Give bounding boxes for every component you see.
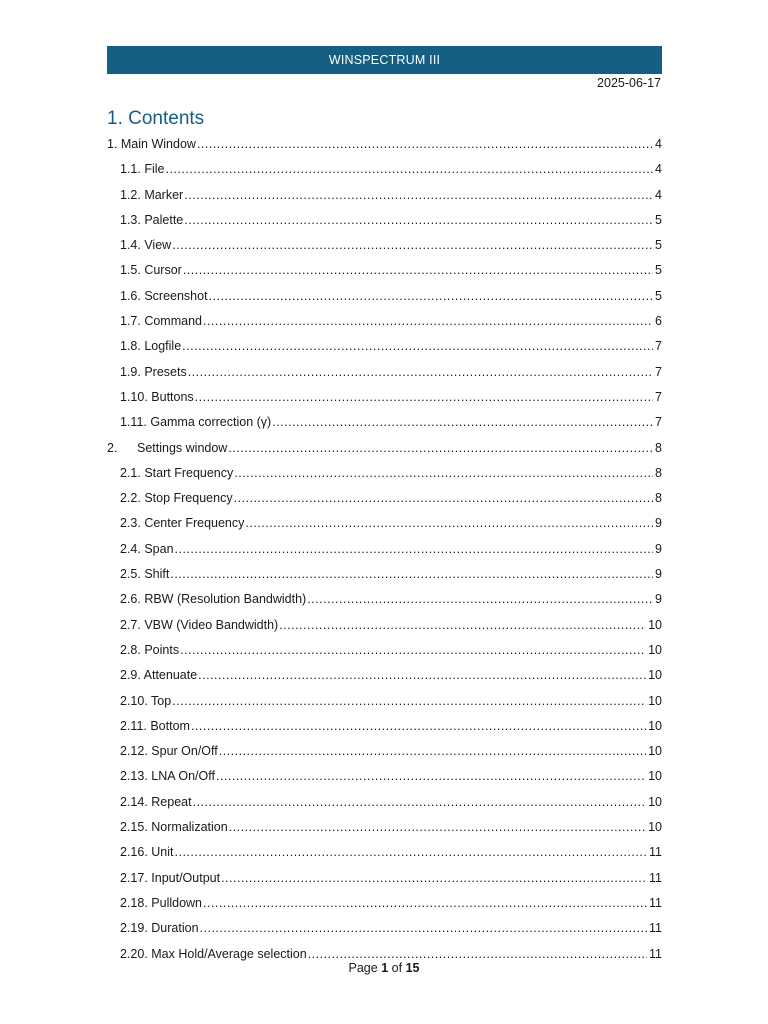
toc-entry-title: 1.5. Cursor — [120, 263, 182, 278]
toc-entry-title: 2.20. Max Hold/Average selection — [120, 946, 307, 961]
toc-entry-page: 9 — [655, 567, 662, 582]
toc-entry[interactable] — [107, 490, 662, 515]
page-of-label: of — [391, 961, 403, 975]
toc-entry[interactable] — [107, 591, 662, 616]
toc-entry-title: 1.1. File — [120, 162, 165, 177]
toc-dot-leader — [279, 617, 646, 633]
toc-entry-title: 2.18. Pulldown — [120, 895, 203, 910]
toc-entry-page: 8 — [655, 440, 662, 455]
document-date: 2025-06-17 — [597, 76, 661, 90]
toc-dot-leader — [221, 870, 647, 886]
toc-entry-page: 10 — [648, 718, 662, 733]
toc-dot-leader — [172, 237, 653, 253]
toc-entry[interactable] — [107, 642, 662, 667]
document-title: WINSPECTRUM III — [328, 53, 441, 67]
toc-entry[interactable] — [107, 161, 662, 186]
toc-entry-title: 1.8. Logfile — [120, 339, 182, 354]
toc-entry[interactable] — [107, 743, 662, 768]
toc-dot-leader — [191, 718, 646, 734]
toc-entry-page: 5 — [655, 263, 662, 278]
toc-entry-title: 2.11. Bottom — [120, 718, 190, 733]
page-footer — [0, 961, 768, 975]
toc-entry[interactable] — [107, 136, 662, 161]
toc-entry-page: 10 — [648, 617, 662, 632]
toc-entry[interactable] — [107, 237, 662, 262]
toc-entry-title: 2.4. Span — [120, 541, 174, 556]
toc-entry-title: 2.17. Input/Output — [120, 870, 221, 885]
toc-entry-page: 10 — [648, 820, 662, 835]
toc-entry-page: 10 — [648, 744, 662, 759]
toc-dot-leader — [188, 364, 653, 380]
toc-entry-page: 11 — [649, 870, 662, 885]
toc-entry[interactable] — [107, 920, 662, 945]
toc-dot-leader — [198, 667, 646, 683]
toc-entry-title: 2.13. LNA On/Off — [120, 769, 215, 784]
toc-entry-page: 9 — [655, 592, 662, 607]
toc-entry[interactable] — [107, 187, 662, 212]
toc-dot-leader — [216, 768, 646, 784]
toc-entry[interactable] — [107, 844, 662, 869]
toc-entry-title: 1. Main Window — [107, 137, 196, 151]
toc-dot-leader — [197, 136, 653, 152]
toc-entry-page: 7 — [655, 389, 662, 404]
toc-entry-page: 7 — [655, 415, 662, 430]
toc-entry-title — [107, 440, 227, 456]
toc-entry-title: 2.19. Duration — [120, 921, 199, 936]
toc-dot-leader — [234, 490, 653, 506]
toc-dot-leader — [307, 591, 653, 607]
toc-dot-leader — [219, 743, 646, 759]
toc-entry-number: 2. — [107, 440, 118, 455]
toc-entry-page: 9 — [655, 541, 662, 556]
total-page-count: 15 — [405, 961, 420, 975]
toc-entry-page: 10 — [648, 668, 662, 683]
toc-entry-title: 2.16. Unit — [120, 845, 174, 860]
toc-entry[interactable] — [107, 541, 662, 566]
toc-entry-page: 10 — [648, 642, 662, 657]
toc-entry-page: 11 — [649, 845, 662, 860]
toc-entry-title: 1.4. View — [120, 238, 172, 253]
page-label: Page — [348, 961, 378, 975]
toc-entry-title: 2.2. Stop Frequency — [120, 491, 233, 506]
toc-entry-title: 2.9. Attenuate — [120, 668, 198, 683]
toc-entry[interactable] — [107, 895, 662, 920]
toc-dot-leader — [272, 414, 653, 430]
toc-dot-leader — [209, 288, 653, 304]
toc-entry-title: 2.8. Points — [120, 642, 180, 657]
toc-entry-page: 11 — [649, 946, 662, 961]
toc-entry-page: 11 — [649, 895, 662, 910]
toc-entry-title: 1.3. Palette — [120, 212, 184, 227]
toc-dot-leader — [170, 566, 653, 582]
toc-entry-page: 10 — [648, 794, 662, 809]
toc-entry[interactable] — [107, 338, 662, 363]
toc-entry[interactable] — [107, 364, 662, 389]
toc-entry-page: 4 — [655, 162, 662, 177]
toc-dot-leader — [175, 541, 654, 557]
toc-dot-leader — [228, 440, 653, 456]
toc-entry-page: 5 — [655, 238, 662, 253]
toc-dot-leader — [180, 642, 646, 658]
toc-dot-leader — [245, 515, 653, 531]
toc-dot-leader — [165, 161, 653, 177]
toc-dot-leader — [172, 693, 646, 709]
toc-entry-title: 2.14. Repeat — [120, 794, 192, 809]
toc-dot-leader — [200, 920, 647, 936]
toc-entry[interactable] — [107, 617, 662, 642]
toc-entry[interactable] — [107, 794, 662, 819]
toc-entry-title: 1.9. Presets — [120, 364, 187, 379]
toc-entry[interactable] — [107, 693, 662, 718]
toc-entry-page: 6 — [655, 314, 662, 329]
toc-dot-leader — [184, 212, 653, 228]
toc-entry[interactable] — [107, 262, 662, 287]
toc-entry-title: 2.7. VBW (Video Bandwidth) — [120, 617, 279, 632]
toc-list — [107, 136, 662, 971]
toc-entry-page: 9 — [655, 516, 662, 531]
toc-dot-leader — [183, 262, 653, 278]
toc-entry[interactable] — [107, 212, 662, 237]
toc-entry-page: 5 — [655, 288, 662, 303]
toc-entry[interactable] — [107, 870, 662, 895]
toc-dot-leader — [175, 844, 648, 860]
toc-entry[interactable] — [107, 768, 662, 793]
toc-entry[interactable] — [107, 566, 662, 591]
toc-entry[interactable] — [107, 389, 662, 414]
toc-entry-title: 2.10. Top — [120, 693, 172, 708]
current-page-number: 1 — [381, 961, 389, 975]
toc-entry-page: 10 — [648, 769, 662, 784]
toc-dot-leader — [229, 819, 646, 835]
toc-entry-title: 2.3. Center Frequency — [120, 516, 245, 531]
toc-entry[interactable] — [107, 465, 662, 490]
document-header-bar — [107, 46, 662, 74]
toc-entry-page: 5 — [655, 212, 662, 227]
toc-entry-page: 11 — [649, 921, 662, 936]
toc-entry-title: 2.6. RBW (Resolution Bandwidth) — [120, 592, 307, 607]
toc-dot-leader — [184, 187, 653, 203]
toc-entry[interactable] — [107, 313, 662, 338]
toc-entry[interactable] — [107, 819, 662, 844]
toc-entry-text: Settings window — [137, 440, 228, 455]
toc-entry-page: 10 — [648, 693, 662, 708]
toc-entry-page: 7 — [655, 364, 662, 379]
toc-entry-title: 2.1. Start Frequency — [120, 465, 234, 480]
toc-entry-title: 2.5. Shift — [120, 567, 170, 582]
toc-dot-leader — [195, 389, 653, 405]
toc-entry-title: 2.15. Normalization — [120, 820, 228, 835]
toc-dot-leader — [193, 794, 647, 810]
toc-dot-leader — [182, 338, 653, 354]
toc-entry-page: 4 — [655, 137, 662, 151]
toc-dot-leader — [203, 895, 647, 911]
toc-dot-leader — [203, 313, 653, 329]
toc-entry[interactable] — [107, 515, 662, 540]
toc-entry-title: 2.12. Spur On/Off — [120, 744, 218, 759]
toc-entry-page: 4 — [655, 187, 662, 202]
toc-dot-leader — [308, 946, 647, 962]
toc-dot-leader — [234, 465, 653, 481]
toc-entry-page: 7 — [655, 339, 662, 354]
toc-entry-title: 1.11. Gamma correction (γ) — [120, 415, 272, 430]
toc-entry[interactable] — [107, 440, 662, 465]
toc-entry[interactable] — [107, 414, 662, 439]
toc-entry-page: 8 — [655, 491, 662, 506]
toc-entry-title: 1.7. Command — [120, 314, 202, 329]
toc-entry-page: 8 — [655, 465, 662, 480]
toc-entry-title: 1.2. Marker — [120, 187, 184, 202]
toc-entry[interactable] — [107, 288, 662, 313]
toc-entry[interactable] — [107, 667, 662, 692]
toc-entry[interactable] — [107, 718, 662, 743]
toc-entry-title: 1.6. Screenshot — [120, 288, 208, 303]
toc-heading: 1. Contents — [107, 108, 205, 129]
toc-entry-title: 1.10. Buttons — [120, 389, 194, 404]
